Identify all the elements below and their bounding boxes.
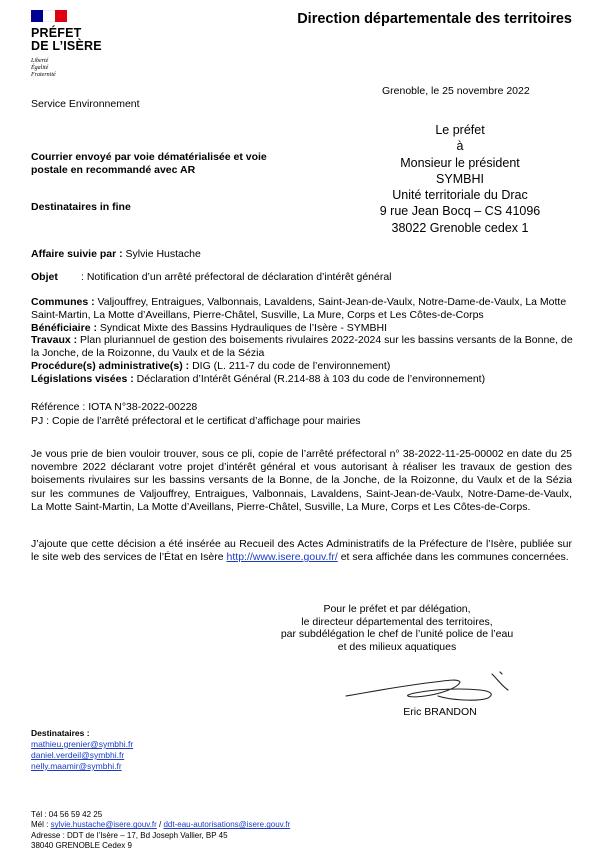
footer-contact — [31, 810, 290, 852]
motto-egalite: Égalité — [31, 65, 49, 71]
footer-ville: 38040 GRENOBLE Cedex 9 — [31, 841, 132, 851]
legislations-label: Législations visées : — [31, 372, 134, 385]
procedure-line — [31, 360, 576, 373]
email-link[interactable]: mathieu.grenier@symbhi.fr — [31, 739, 134, 749]
beneficiaire-value: Syndicat Mixte des Bassins Hydrauliques de l’Isère - SYMBHI — [99, 321, 387, 334]
affaire-label: Affaire suivie par : — [31, 248, 123, 260]
body2-text: J’ajoute que cette décision a été insérée au Recueil des Actes Administratifs de la Préfecture de l’Isère, publiée sur le site web des services de l’État en Isère — [31, 538, 572, 564]
motto-liberte: Liberté — [31, 58, 49, 64]
destinataires-in-fine: Destinataires in fine — [31, 201, 131, 213]
beneficiaire-line — [31, 322, 576, 335]
travaux-value: Plan pluriannuel de gestion des boisements rivulaires 2022-2024 sur les bassins versants de la Bonne, de la Jonche, de la Roizonne, du Vaulx et de la Sézia — [31, 334, 573, 360]
republic-motto — [31, 58, 56, 79]
affaire-suivie — [31, 248, 201, 261]
email-link[interactable]: nelly.maamir@symbhi.fr — [31, 761, 122, 771]
letter-date: Grenoble, le 25 novembre 2022 — [382, 85, 530, 97]
delegation-line: Pour le préfet et par délégation, — [323, 603, 471, 615]
flag-red — [55, 10, 67, 22]
affaire-value: Sylvie Hustache — [125, 248, 201, 260]
prefet-title-line1: PRÉFET — [31, 26, 82, 40]
objet-line — [31, 271, 392, 284]
mel-separator: / — [156, 820, 164, 830]
delegation-line: et des milieux aquatiques — [337, 640, 457, 653]
footer-tel: Tél : 04 56 59 42 25 — [31, 810, 103, 819]
motto-fraternite: Fraternité — [31, 72, 56, 78]
addressee-line: 9 rue Jean Bocq – CS 41096 — [379, 204, 541, 219]
signature-delegation — [280, 603, 514, 653]
direction-title: Direction départementale des territoires — [297, 11, 572, 27]
delivery-mode: Courrier envoyé par voie dématérialisée et voie postale en recommandé avec AR — [31, 151, 267, 176]
travaux-line — [31, 334, 576, 360]
procedure-value: DIG (L. 211-7 du code de l’environnement) — [192, 359, 391, 372]
flag-blue — [31, 10, 43, 22]
communes-label: Communes : — [31, 296, 95, 308]
pj-line: PJ : Copie de l’arrêté préfectoral et le certificat d’affichage pour mairies — [31, 414, 361, 427]
service-name: Service Environnement — [31, 98, 140, 110]
body-paragraph-2 — [31, 538, 572, 564]
addressee-line: 38022 Grenoble cedex 1 — [391, 220, 529, 235]
handwritten-signature — [340, 666, 520, 710]
legislations-value: Déclaration d’Intérêt Général (R.214-88 à 103 du code de l’environnement) — [136, 372, 486, 385]
mel-link-2[interactable]: ddt-eau-autorisations@isere.gouv.fr — [163, 820, 291, 830]
beneficiaire-label: Bénéficiaire : — [31, 321, 97, 334]
objet-label: Objet — [31, 271, 58, 283]
body2-text-end: et sera affichée dans les communes concernées. — [337, 551, 569, 564]
objet-value: : Notification d’un arrêté préfectoral de déclaration d’intérêt général — [81, 271, 392, 283]
reference-line: Référence : IOTA N°38-2022-00228 — [31, 401, 198, 413]
mel-label: Mél : — [31, 820, 51, 830]
addressee-block — [355, 122, 565, 236]
delegation-line: par subdélégation le chef de l’unité police de l’eau — [280, 628, 514, 641]
addressee-line: à — [456, 139, 464, 154]
isere-website-link[interactable]: http://www.isere.gouv.fr/ — [226, 551, 338, 564]
footer-adresse: Adresse : DDT de l’Isère – 17, Bd Joseph Vallier, BP 45 — [31, 830, 228, 840]
addressee-line: Unité territoriale du Drac — [392, 188, 528, 203]
addressee-line: SYMBHI — [436, 171, 484, 186]
flag-white — [43, 10, 55, 22]
reference-block — [31, 401, 361, 428]
signer-name: Eric BRANDON — [403, 706, 477, 718]
legislations-line — [31, 373, 576, 386]
email-link[interactable]: daniel.verdeil@symbhi.fr — [31, 750, 125, 760]
body-paragraph-1: Je vous prie de bien vouloir trouver, sous ce pli, copie de l’arrêté préfectoral n° 38-2022-11-25-00002 en date du 25 novembre 2022 déclarant votre projet d’intérêt général et vous autorisant à réaliser les travaux de gestion des boisements rivulaires sur les bassins versants de la Bonne, de la Jonche, de la Roizonne, du Vaulx et de la Sézia sur les communes de Valjouffrey, Entraigues, Valbonnais, Lavaldens, Saint-Jean-de-Vaulx, Notre-Dame-de-Vaulx, La Motte Saint-Martin, La Motte d’Aveillans, Pierre-Châtel, Susville, La Mure, Corps et Les Côtes-de-Corps. — [31, 448, 572, 513]
destinataires-title: Destinataires : — [31, 728, 90, 738]
procedure-label: Procédure(s) administrative(s) : — [31, 359, 190, 372]
communes-line — [31, 296, 576, 322]
addressee-line: Le préfet — [435, 123, 485, 137]
destinataires-list — [31, 739, 133, 772]
info-block — [31, 296, 576, 386]
prefet-title-line2: DE L’ISÈRE — [31, 39, 102, 53]
footer-mel — [31, 820, 290, 830]
travaux-label: Travaux : — [31, 334, 78, 347]
french-flag-logo — [31, 10, 67, 22]
addressee-line: Monsieur le président — [400, 155, 520, 170]
mel-link-1[interactable]: sylvie.hustache@isere.gouv.fr — [50, 820, 157, 830]
communes-value: Valjouffrey, Entraigues, Valbonnais, Lavaldens, Saint-Jean-de-Vaulx, Notre-Dame-de-Vaulx, La Motte Saint-Martin, La Motte d’Aveillans, Pierre-Châtel, Susville, La Mure, Corps et Les Côtes-de-Corps — [31, 296, 567, 321]
delegation-line: le directeur départemental des territoires, — [301, 615, 493, 628]
